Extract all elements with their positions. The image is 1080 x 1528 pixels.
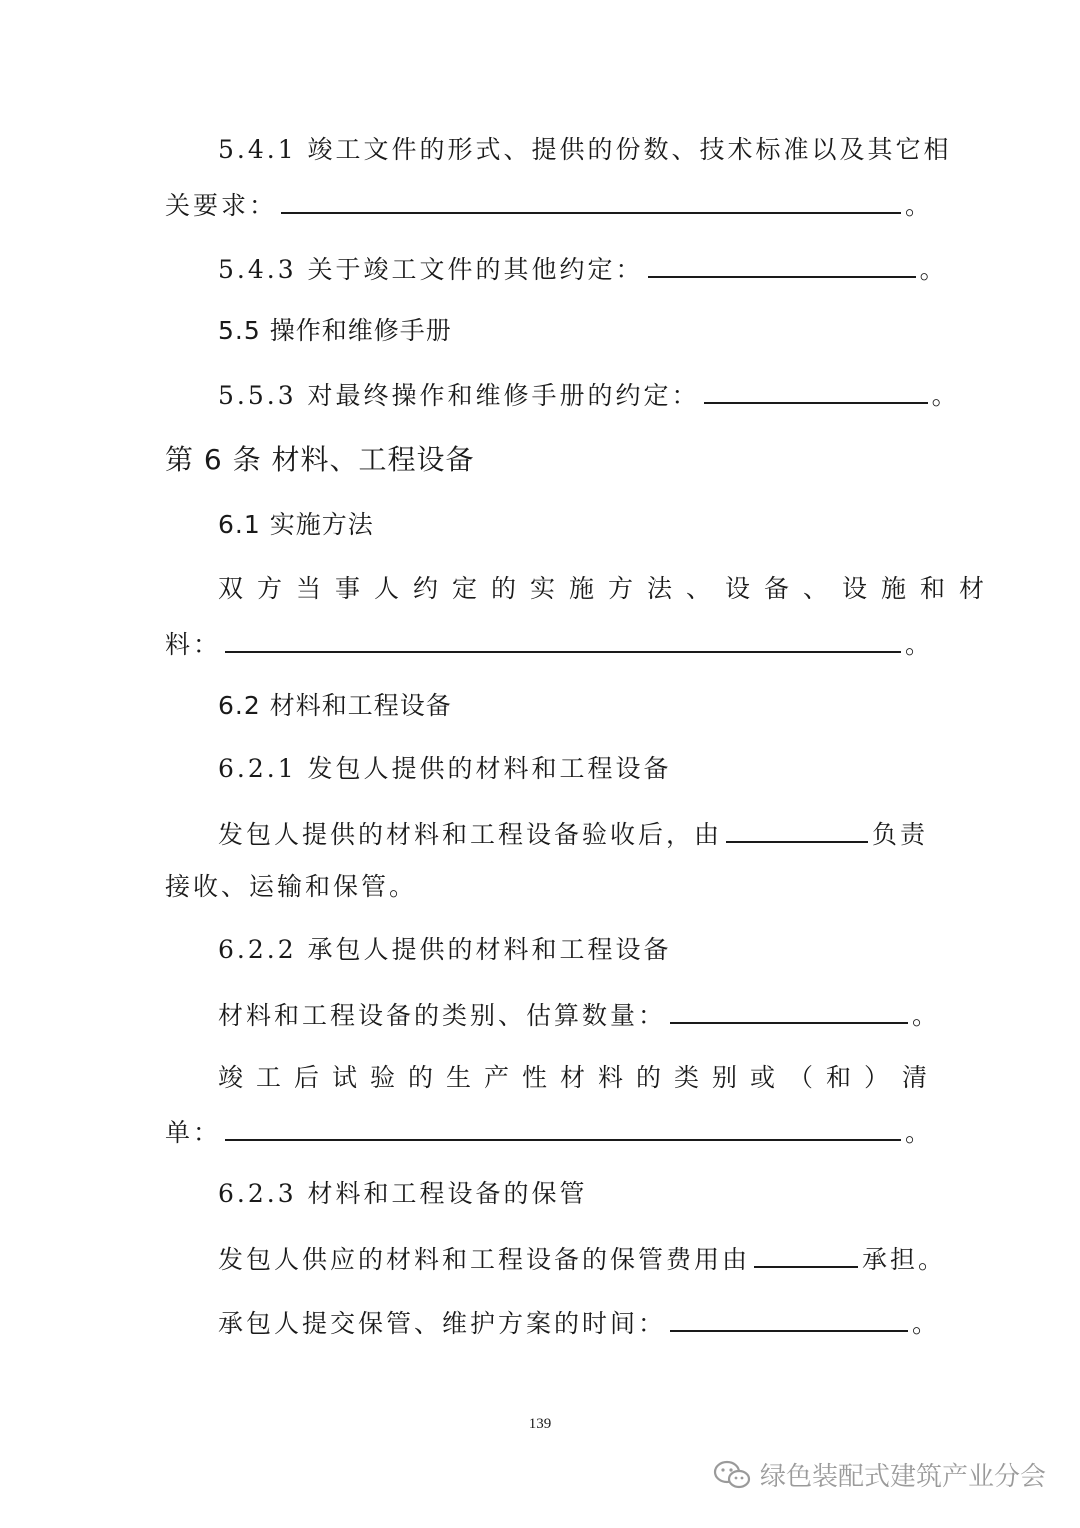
clause-text: 发包人提供的材料和工程设备验收后，由 [218,820,723,849]
watermark [712,1456,1046,1493]
clause-6-2-2-line1 [218,996,940,1032]
clause-6-2-3-line1 [218,1240,946,1276]
clause-6-1-text: 双方当事人约定的实施方法、设备、设施和材 [218,574,999,603]
fill-blank-5-4-1[interactable] [281,186,901,214]
clause-6-2-3-line2 [218,1304,940,1340]
clause-5-4-1-line1 [218,132,952,168]
period: 。 [905,191,934,220]
clause-text-tail: 承担。 [862,1245,947,1274]
fill-blank-5-4-3[interactable] [648,250,916,278]
fill-blank-6-2-2-list[interactable] [225,1113,901,1141]
clause-6-2-3-title [218,1176,588,1212]
fill-blank-6-2-1[interactable] [726,815,868,843]
clause-6-1-line2 [165,625,933,661]
clause-6-1-line1 [218,571,998,607]
period: 。 [905,1118,934,1147]
clause-label: 关要求： [165,191,278,220]
clause-6-2-1-line1 [218,815,928,851]
clause-label: 单： [165,1118,222,1147]
clause-5-5-3 [218,376,960,412]
page-number: 139 [528,1416,552,1432]
clause-5-4-3-text: 5.4.3 关于竣工文件的其他约定： [218,255,644,284]
clause-5-4-1-text: 5.4.1 竣工文件的形式、提供的份数、技术标准以及其它相 [218,135,952,164]
fill-blank-5-5-3[interactable] [704,376,928,404]
period: 。 [912,1001,941,1030]
article-heading-6 [165,440,475,480]
clause-6-2-2-line3 [165,1113,933,1149]
clause-6-2-2-line2 [218,1060,940,1096]
clause-5-5-3-text: 5.5.3 对最终操作和维修手册的约定： [218,381,700,410]
clause-6-2-2-text: 6.2.2 承包人提供的材料和工程设备 [218,935,672,964]
section-heading-5-5 [218,313,452,349]
fill-blank-6-2-3-cost[interactable] [754,1240,858,1268]
fill-blank-6-1[interactable] [225,625,901,653]
clause-6-2-1-title [218,751,672,787]
article-heading-6-text: 第 6 条 材料、工程设备 [165,443,475,476]
clause-label: 料： [165,630,222,659]
clause-6-2-2-title [218,932,672,968]
section-heading-6-2-text: 6.2 材料和工程设备 [218,691,452,720]
watermark-text: 绿色装配式建筑产业分会 [759,1462,1046,1492]
period: 。 [905,630,934,659]
section-heading-6-2 [218,688,452,724]
clause-text: 材料和工程设备的类别、估算数量： [218,1001,667,1030]
period: 。 [919,255,948,284]
wechat-icon [712,1459,752,1491]
clause-6-2-3-text: 6.2.3 材料和工程设备的保管 [218,1179,588,1208]
fill-blank-6-2-3-time[interactable] [670,1304,908,1332]
period: 。 [912,1309,941,1338]
clause-5-4-1-line2 [165,186,933,222]
clause-5-4-3 [218,250,948,286]
period: 。 [931,381,960,410]
section-heading-6-1 [218,507,374,543]
clause-6-2-1-text: 6.2.1 发包人提供的材料和工程设备 [218,754,672,783]
fill-blank-6-2-2-quantity[interactable] [670,996,908,1024]
section-heading-6-1-text: 6.1 实施方法 [218,510,374,539]
clause-text: 接收、运输和保管。 [165,872,418,901]
clause-text: 承包人提交保管、维护方案的时间： [218,1309,667,1338]
clause-text: 竣工后试验的生产性材料的类别或（和）清 [218,1063,941,1092]
section-heading-5-5-text: 5.5 操作和维修手册 [218,316,452,345]
clause-text: 发包人供应的材料和工程设备的保管费用由 [218,1245,751,1274]
clause-6-2-1-line2 [165,869,417,905]
clause-text-tail: 负责 [872,820,929,849]
